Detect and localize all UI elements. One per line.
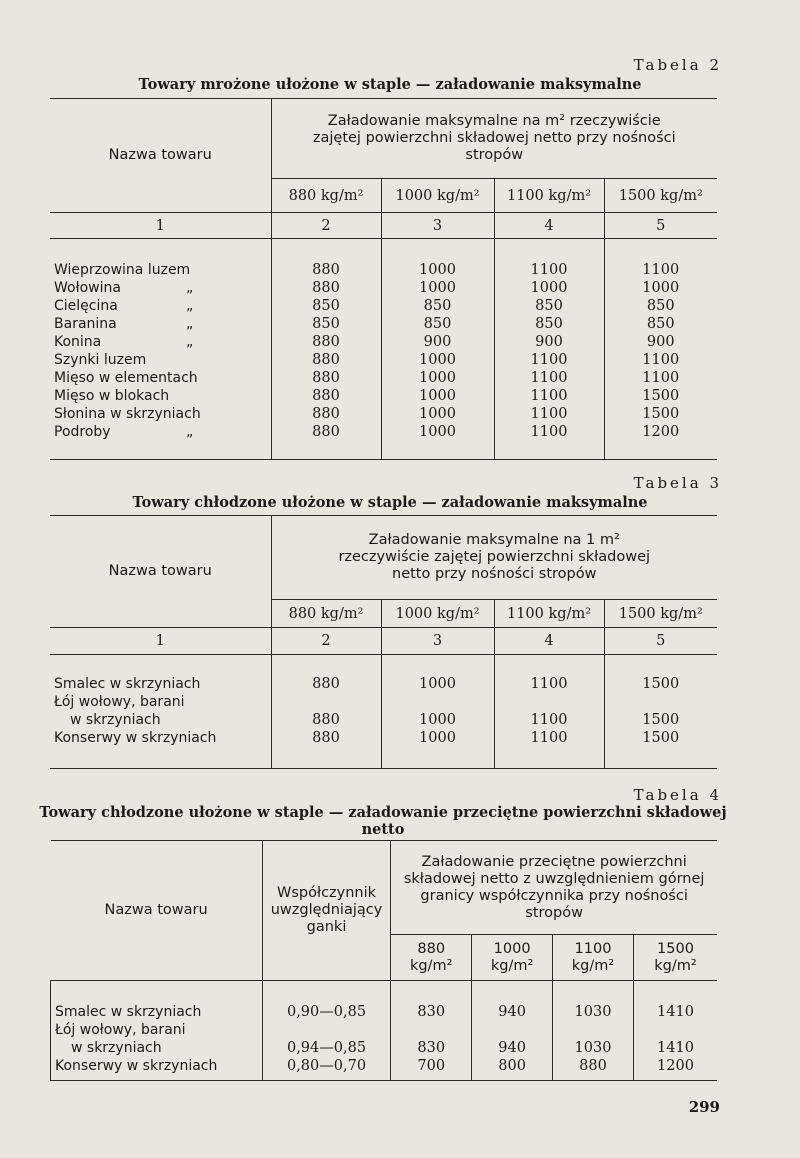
table-3-label: Tabela 3: [633, 474, 722, 492]
table-row: Konserwy w skrzyniach: [54, 730, 217, 746]
colnum-3: 3: [381, 213, 494, 239]
table-4-label: Tabela 4: [633, 786, 722, 804]
colnum-1: 1: [50, 213, 271, 239]
table-2-col-1000: 1000 1000 850 850 900 1000 1000 1000 1000 1000: [381, 239, 494, 460]
header-group: Załadowanie przeciętne powierzchni składowej netto z uwzględnieniem górnej granicy współczynnika przy nośności stropów: [391, 841, 717, 935]
table-row: Mięso w elementach: [54, 370, 198, 386]
table-row: Słonina w skrzyniach: [54, 406, 201, 422]
table-row: Smalec w skrzyniach: [54, 676, 201, 692]
table-row: Cielęcina „: [54, 298, 194, 314]
colnum-5: 5: [604, 628, 717, 655]
table-3: [50, 515, 717, 769]
table-4-col-1500: 1410 1410 1200: [633, 981, 717, 1081]
table-row: w skrzyniach: [71, 1040, 162, 1056]
table-2-names: [50, 239, 271, 460]
table-4-col-coefficient: 0,90—0,85 0,94—0,85 0,80—0,70: [262, 981, 391, 1081]
table-2-col-1500: 1100 1000 850 850 900 1100 1100 1500 1500 1200: [604, 239, 717, 460]
table-4-title: Towary chłodzone ułożone w staple — załadowanie przeciętne powierzchni składowej netto: [39, 804, 727, 838]
table-4-col-1000: 940 940 800: [472, 981, 553, 1081]
colnum-3: 3: [381, 628, 494, 655]
colnum-2: 2: [271, 213, 381, 239]
table-row: Baranina „: [54, 316, 194, 332]
subheader-880: 880 kg/m²: [391, 935, 472, 981]
header-name: Nazwa towaru: [50, 516, 271, 628]
colnum-2: 2: [271, 628, 381, 655]
colnum-4: 4: [494, 628, 604, 655]
subheader-1500: 1500 kg/m²: [604, 600, 717, 628]
subheader-1100: 1100 kg/m²: [494, 179, 604, 213]
subheader-880: 880 kg/m²: [271, 179, 381, 213]
table-3-col-1100: 1100 1100 1100: [494, 655, 604, 769]
table-4-col-1100: 1030 1030 880: [553, 981, 634, 1081]
table-row: Szynki luzem: [54, 352, 147, 368]
table-4-col-880: 830 830 700: [391, 981, 472, 1081]
table-2-col-880: 880 880 850 850 880 880 880 880 880 880: [271, 239, 381, 460]
subheader-1100: 1100 kg/m²: [494, 600, 604, 628]
table-2-label: Tabela 2: [633, 56, 722, 74]
table-row: w skrzyniach: [70, 712, 161, 728]
table-row: Konserwy w skrzyniach: [55, 1058, 218, 1074]
table-3-col-1500: 1500 1500 1500: [604, 655, 717, 769]
table-4: [50, 840, 717, 1081]
table-2: [50, 98, 717, 460]
table-row: Wołowina „: [54, 280, 194, 296]
subheader-1000: 1000 kg/m²: [381, 600, 494, 628]
table-row: Łój wołowy, barani: [54, 694, 185, 710]
table-3-col-1000: 1000 1000 1000: [381, 655, 494, 769]
colnum-5: 5: [604, 213, 717, 239]
header-name: Nazwa towaru: [50, 99, 271, 213]
header-coefficient: Współczynnik uwzględniający ganki: [262, 841, 391, 981]
subheader-1500: 1500 kg/m²: [604, 179, 717, 213]
table-4-names: [51, 981, 263, 1081]
table-row: Wieprzowina luzem: [54, 262, 191, 278]
subheader-1100: 1100 kg/m²: [553, 935, 634, 981]
table-row: Smalec w skrzyniach: [55, 1004, 202, 1020]
header-name: Nazwa towaru: [51, 841, 263, 981]
colnum-1: 1: [50, 628, 271, 655]
table-row: Podroby „: [54, 424, 194, 440]
table-row: Łój wołowy, barani: [55, 1022, 186, 1038]
table-row: Konina „: [54, 334, 194, 350]
subheader-1000: 1000 kg/m²: [472, 935, 553, 981]
table-3-col-880: 880 880 880: [271, 655, 381, 769]
subheader-1500: 1500 kg/m²: [633, 935, 717, 981]
table-3-title: Towary chłodzone ułożone w staple — załadowanie maksymalne: [132, 494, 648, 511]
table-3-names: [50, 655, 271, 769]
header-group: Załadowanie maksymalne na 1 m² rzeczywiście zajętej powierzchni składowej netto przy nośności stropów: [271, 516, 717, 600]
table-row: Mięso w blokach: [54, 388, 170, 404]
table-2-col-1100: 1100 1000 850 850 900 1100 1100 1100 1100 1100: [494, 239, 604, 460]
page-number: 299: [688, 1098, 720, 1116]
header-group: Załadowanie maksymalne na m² rzeczywiście zajętej powierzchni składowej netto przy nośności stropów: [271, 99, 717, 179]
colnum-4: 4: [494, 213, 604, 239]
subheader-880: 880 kg/m²: [271, 600, 381, 628]
table-2-title: Towary mrożone ułożone w staple — załadowanie maksymalne: [138, 76, 642, 93]
subheader-1000: 1000 kg/m²: [381, 179, 494, 213]
